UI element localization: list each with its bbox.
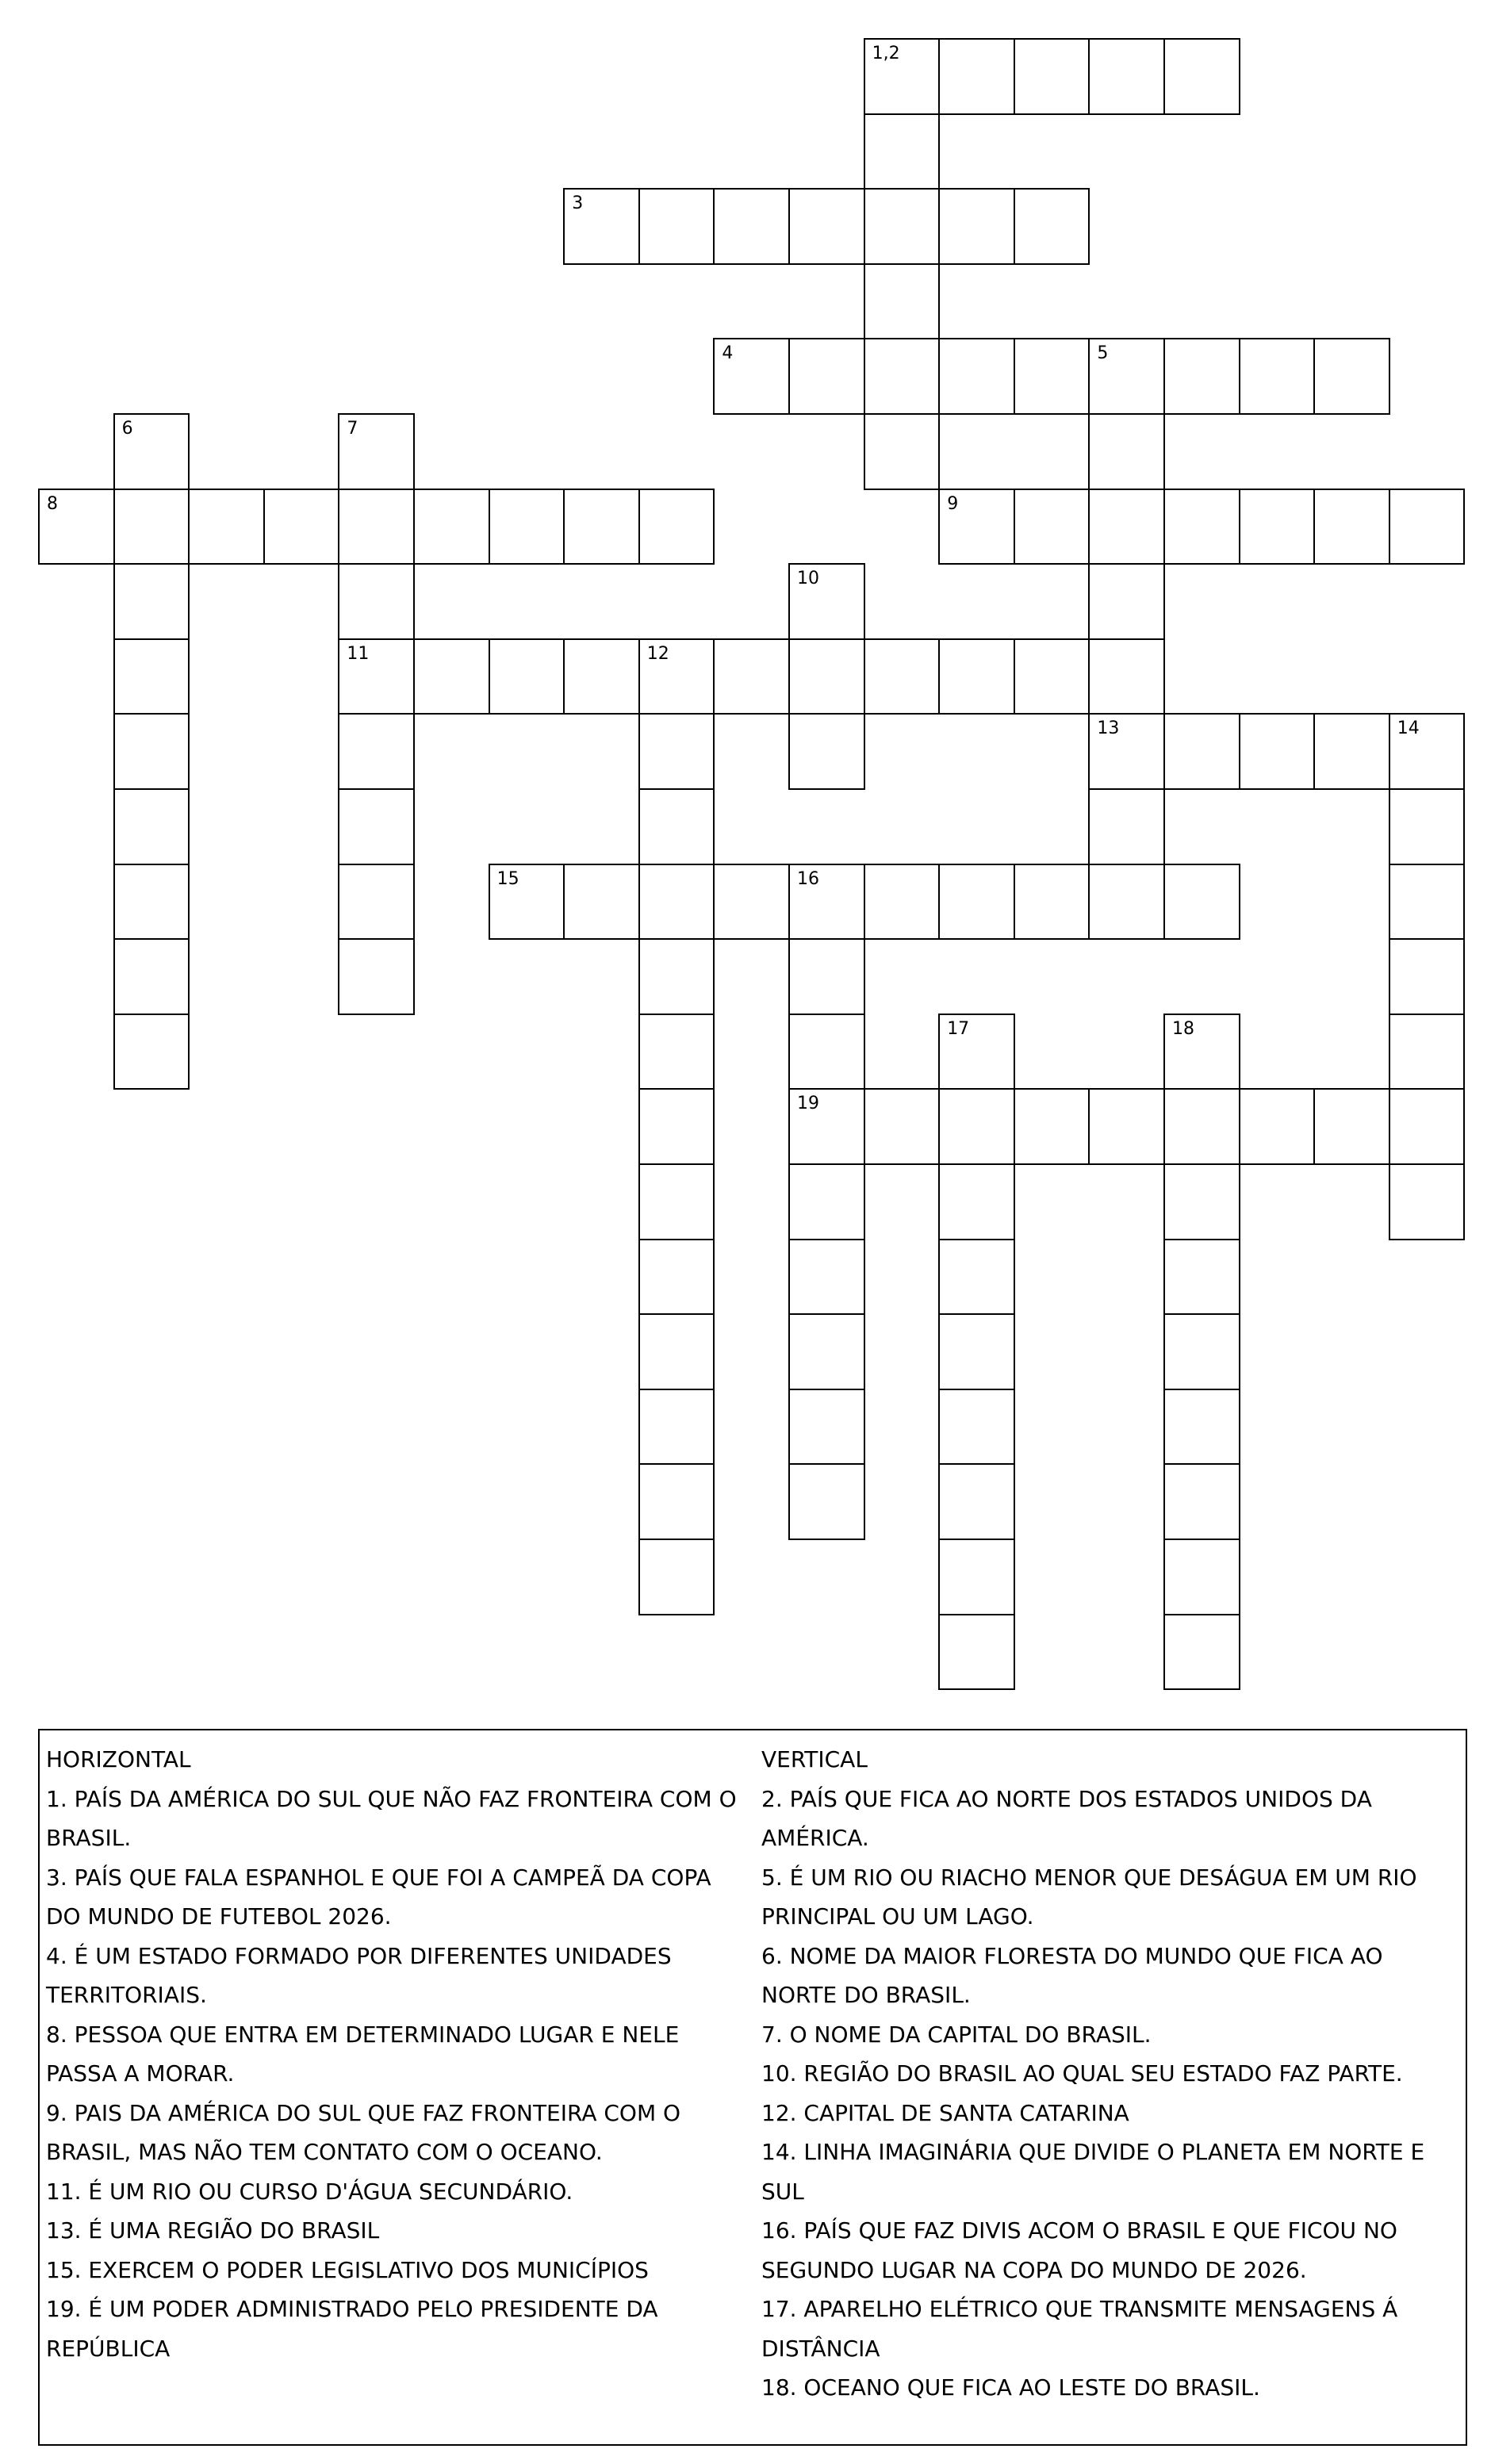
clue-number: 17 [947, 1018, 970, 1039]
crossword-cell[interactable] [938, 1614, 1015, 1691]
crossword-cell[interactable] [1163, 338, 1240, 415]
crossword-cell[interactable] [113, 413, 190, 490]
crossword-cell[interactable] [864, 638, 941, 715]
vertical-clue-line: AMÉRICA. [761, 1825, 869, 1851]
clue-number: 13 [1097, 719, 1120, 739]
vertical-clue-line: 16. PAÍS QUE FAZ DIVIS ACOM O BRASIL E QUE FICOU NO [761, 2217, 1397, 2244]
crossword-cell[interactable] [1163, 864, 1240, 941]
crossword-cell[interactable] [638, 1163, 715, 1240]
horizontal-clue-line: BRASIL, MAS NÃO TEM CONTATO COM O OCEANO. [46, 2139, 603, 2165]
crossword-cell[interactable] [638, 489, 715, 565]
crossword-cell[interactable] [638, 1014, 715, 1090]
crossword-cell[interactable] [563, 638, 640, 715]
crossword-cell[interactable] [638, 1539, 715, 1615]
vertical-clue-line: 6. NOME DA MAIOR FLORESTA DO MUNDO QUE FICA AO [761, 1942, 1383, 1969]
clue-number: 1,2 [872, 44, 900, 63]
crossword-cell[interactable] [638, 788, 715, 865]
crossword-cell[interactable] [1239, 1088, 1316, 1165]
crossword-cell[interactable] [638, 188, 715, 265]
clue-number: 11 [347, 643, 370, 664]
crossword-cell[interactable] [938, 1389, 1015, 1466]
crossword-cell[interactable] [1163, 1239, 1240, 1316]
crossword-cell[interactable] [113, 489, 190, 565]
crossword-cell[interactable] [638, 1088, 715, 1165]
crossword-cell[interactable] [1014, 188, 1090, 265]
crossword-cell[interactable] [1389, 489, 1466, 565]
crossword-cell[interactable] [1014, 864, 1090, 941]
crossword-cell[interactable] [1163, 1313, 1240, 1390]
crossword-cell[interactable] [1239, 489, 1316, 565]
crossword-cell[interactable] [1088, 638, 1165, 715]
crossword-cell[interactable] [1014, 38, 1090, 115]
crossword-cell[interactable] [1239, 713, 1316, 790]
crossword-cell[interactable] [1163, 1539, 1240, 1615]
crossword-cell[interactable] [864, 113, 941, 190]
clue-number: 12 [646, 643, 669, 664]
crossword-cell[interactable] [338, 638, 415, 715]
crossword-cell[interactable] [788, 1088, 865, 1165]
horizontal-heading: HORIZONTAL [46, 1746, 191, 1772]
crossword-cell[interactable] [113, 938, 190, 1015]
crossword-cell[interactable] [938, 1088, 1015, 1165]
crossword-cell[interactable] [113, 1014, 190, 1090]
crossword-cell[interactable] [788, 563, 865, 640]
crossword-cell[interactable] [263, 489, 340, 565]
crossword-cell[interactable] [1163, 713, 1240, 790]
horizontal-clue-line: BRASIL. [46, 1825, 132, 1851]
clue-number: 15 [496, 868, 519, 889]
crossword-cell[interactable] [113, 864, 190, 941]
crossword-cell[interactable] [938, 1539, 1015, 1615]
crossword-cell[interactable] [1163, 1463, 1240, 1540]
horizontal-clue-line: DO MUNDO DE FUTEBOL 2026. [46, 1903, 392, 1929]
crossword-cell[interactable] [938, 1463, 1015, 1540]
vertical-heading: VERTICAL [761, 1746, 868, 1772]
crossword-cell[interactable] [1239, 338, 1316, 415]
vertical-clue-line: PRINCIPAL OU UM LAGO. [761, 1903, 1034, 1929]
crossword-cell[interactable] [788, 1239, 865, 1316]
crossword-cell[interactable] [788, 1463, 865, 1540]
clue-number: 6 [121, 419, 133, 439]
crossword-cell[interactable] [1088, 713, 1165, 790]
crossword-cell[interactable] [1389, 938, 1466, 1015]
vertical-clue-line: 7. O NOME DA CAPITAL DO BRASIL. [761, 2021, 1152, 2048]
crossword-cell[interactable] [638, 1389, 715, 1466]
crossword-cell[interactable] [1014, 338, 1090, 415]
crossword-cell[interactable] [638, 1463, 715, 1540]
crossword-cell[interactable] [1163, 1614, 1240, 1691]
crossword-cell[interactable] [1163, 489, 1240, 565]
crossword-cell[interactable] [1313, 713, 1390, 790]
crossword-cell[interactable] [1389, 864, 1466, 941]
crossword-cell[interactable] [338, 713, 415, 790]
horizontal-clue-line: 4. É UM ESTADO FORMADO POR DIFERENTES UNIDADES [46, 1942, 672, 1969]
crossword-cell[interactable] [1088, 38, 1165, 115]
crossword-cell[interactable] [864, 38, 941, 115]
vertical-clue-line: 10. REGIÃO DO BRASIL AO QUAL SEU ESTADO FAZ PARTE. [761, 2060, 1403, 2087]
crossword-cell[interactable] [788, 938, 865, 1015]
crossword-cell[interactable] [938, 638, 1015, 715]
horizontal-clue-line: 11. É UM RIO OU CURSO D'ÁGUA SECUNDÁRIO. [46, 2178, 573, 2205]
clue-number: 3 [572, 194, 584, 214]
crossword-cell[interactable] [788, 1014, 865, 1090]
crossword-cell[interactable] [864, 263, 941, 340]
crossword-cell[interactable] [938, 489, 1015, 565]
vertical-clue-line: 17. APARELHO ELÉTRICO QUE TRANSMITE MENSAGENS Á [761, 2296, 1398, 2322]
clue-number: 7 [347, 419, 358, 439]
crossword-cell[interactable] [638, 638, 715, 715]
vertical-clue-line: DISTÂNCIA [761, 2335, 880, 2362]
crossword-cell[interactable] [338, 938, 415, 1015]
horizontal-clue-line: 1. PAÍS DA AMÉRICA DO SUL QUE NÃO FAZ FRONTEIRA COM O [46, 1785, 737, 1812]
crossword-cell[interactable] [788, 1389, 865, 1466]
horizontal-clue-line: 13. É UMA REGIÃO DO BRASIL [46, 2217, 380, 2244]
crossword-cell[interactable] [1389, 788, 1466, 865]
crossword-cell[interactable] [188, 489, 265, 565]
crossword-cell[interactable] [1389, 1163, 1466, 1240]
crossword-cell[interactable] [864, 413, 941, 490]
horizontal-clue-line: TERRITORIAIS. [46, 1982, 207, 2008]
crossword-cell[interactable] [638, 1313, 715, 1390]
crossword-cell[interactable] [338, 563, 415, 640]
crossword-cell[interactable] [638, 864, 715, 941]
crossword-cell[interactable] [713, 338, 790, 415]
crossword-cell[interactable] [1088, 1088, 1165, 1165]
vertical-clue-line: 14. LINHA IMAGINÁRIA QUE DIVIDE O PLANETA EM NORTE E [761, 2139, 1425, 2165]
clue-number: 19 [797, 1094, 819, 1114]
crossword-cell[interactable] [113, 713, 190, 790]
crossword-cell[interactable] [338, 489, 415, 565]
clue-number: 18 [1172, 1018, 1194, 1039]
crossword-cell[interactable] [638, 1239, 715, 1316]
crossword-cell[interactable] [38, 489, 115, 565]
crossword-cell[interactable] [1163, 1389, 1240, 1466]
vertical-clue-line: SEGUNDO LUGAR NA COPA DO MUNDO DE 2026. [761, 2256, 1307, 2283]
crossword-cell[interactable] [788, 864, 865, 941]
vertical-clue-line: 18. OCEANO QUE FICA AO LESTE DO BRASIL. [761, 2374, 1260, 2401]
crossword-cell[interactable] [113, 563, 190, 640]
crossword-cell[interactable] [338, 864, 415, 941]
crossword-cell[interactable] [413, 638, 490, 715]
vertical-clue-line: 5. É UM RIO OU RIACHO MENOR QUE DESÁGUA EM UM RIO [761, 1864, 1417, 1891]
crossword-cell[interactable] [413, 489, 490, 565]
crossword-cell[interactable] [938, 38, 1015, 115]
crossword-cell[interactable] [1088, 489, 1165, 565]
horizontal-clues [46, 1740, 752, 2368]
horizontal-clue-line: 9. PAIS DA AMÉRICA DO SUL QUE FAZ FRONTEIRA COM O [46, 2099, 681, 2126]
crossword-cell[interactable] [1163, 38, 1240, 115]
vertical-clues [761, 1740, 1459, 2408]
clue-number: 8 [47, 493, 58, 514]
crossword-cell[interactable] [1163, 1163, 1240, 1240]
crossword-cell[interactable] [1389, 1088, 1466, 1165]
horizontal-clue-line: 15. EXERCEM O PODER LEGISLATIVO DOS MUNICÍPIOS [46, 2256, 649, 2283]
crossword-cell[interactable] [788, 638, 865, 715]
crossword-cell[interactable] [1163, 1014, 1240, 1090]
crossword-cell[interactable] [489, 864, 565, 941]
crossword-cell[interactable] [113, 788, 190, 865]
crossword-cell[interactable] [1389, 1014, 1466, 1090]
crossword-cell[interactable] [563, 489, 640, 565]
horizontal-clue-line: 19. É UM PODER ADMINISTRADO PELO PRESIDENTE DA [46, 2296, 658, 2322]
horizontal-clue-line: 3. PAÍS QUE FALA ESPANHOL E QUE FOI A CAMPEÃ DA COPA [46, 1864, 711, 1891]
vertical-clue-line: NORTE DO BRASIL. [761, 1982, 971, 2008]
crossword-cell[interactable] [1088, 788, 1165, 865]
crossword-cell[interactable] [713, 864, 790, 941]
crossword-cell[interactable] [938, 188, 1015, 265]
crossword-cell[interactable] [113, 638, 190, 715]
horizontal-clue-line: 8. PESSOA QUE ENTRA EM DETERMINADO LUGAR E NELE [46, 2021, 680, 2048]
crossword-cell[interactable] [864, 338, 941, 415]
crossword-cell[interactable] [338, 413, 415, 490]
crossword-cell[interactable] [1088, 413, 1165, 490]
crossword-cell[interactable] [938, 1163, 1015, 1240]
crossword-cell[interactable] [938, 1014, 1015, 1090]
clue-number: 9 [947, 493, 959, 514]
clue-number: 14 [1397, 719, 1420, 739]
crossword-cell[interactable] [938, 1239, 1015, 1316]
crossword-cell[interactable] [1313, 1088, 1390, 1165]
crossword-cell[interactable] [638, 713, 715, 790]
crossword-cell[interactable] [864, 864, 941, 941]
crossword-cell[interactable] [938, 1313, 1015, 1390]
clue-number: 16 [797, 868, 819, 889]
clue-number: 10 [797, 569, 819, 589]
crossword-cell[interactable] [1014, 1088, 1090, 1165]
vertical-clue-line: 2. PAÍS QUE FICA AO NORTE DOS ESTADOS UNIDOS DA [761, 1785, 1372, 1812]
clue-box [38, 1729, 1467, 2446]
crossword-cell[interactable] [1088, 338, 1165, 415]
crossword-cell[interactable] [938, 338, 1015, 415]
crossword-cell[interactable] [338, 788, 415, 865]
crossword-cell[interactable] [788, 188, 865, 265]
crossword-cell[interactable] [1088, 864, 1165, 941]
vertical-clue-line: 12. CAPITAL DE SANTA CATARINA [761, 2099, 1129, 2126]
crossword-cell[interactable] [788, 1163, 865, 1240]
horizontal-clue-line: REPÚBLICA [46, 2335, 171, 2362]
crossword-cell[interactable] [864, 1088, 941, 1165]
crossword-cell[interactable] [1014, 489, 1090, 565]
crossword-cell[interactable] [788, 713, 865, 790]
crossword-cell[interactable] [1389, 713, 1466, 790]
crossword-cell[interactable] [1014, 638, 1090, 715]
clue-number: 5 [1097, 343, 1109, 364]
crossword-cell[interactable] [563, 864, 640, 941]
crossword-cell[interactable] [938, 864, 1015, 941]
crossword-cell[interactable] [638, 938, 715, 1015]
crossword-cell[interactable] [489, 638, 565, 715]
crossword-cell[interactable] [1088, 563, 1165, 640]
crossword-cell[interactable] [713, 638, 790, 715]
crossword-cell[interactable] [713, 188, 790, 265]
crossword-cell[interactable] [1313, 489, 1390, 565]
horizontal-clue-line: PASSA A MORAR. [46, 2060, 235, 2087]
crossword-cell[interactable] [788, 338, 865, 415]
crossword-cell[interactable] [563, 188, 640, 265]
crossword-cell[interactable] [788, 1313, 865, 1390]
crossword-cell[interactable] [1313, 338, 1390, 415]
crossword-cell[interactable] [864, 188, 941, 265]
clue-number: 4 [722, 343, 734, 364]
crossword-cell[interactable] [489, 489, 565, 565]
crossword-cell[interactable] [1163, 1088, 1240, 1165]
vertical-clue-line: SUL [761, 2178, 804, 2205]
